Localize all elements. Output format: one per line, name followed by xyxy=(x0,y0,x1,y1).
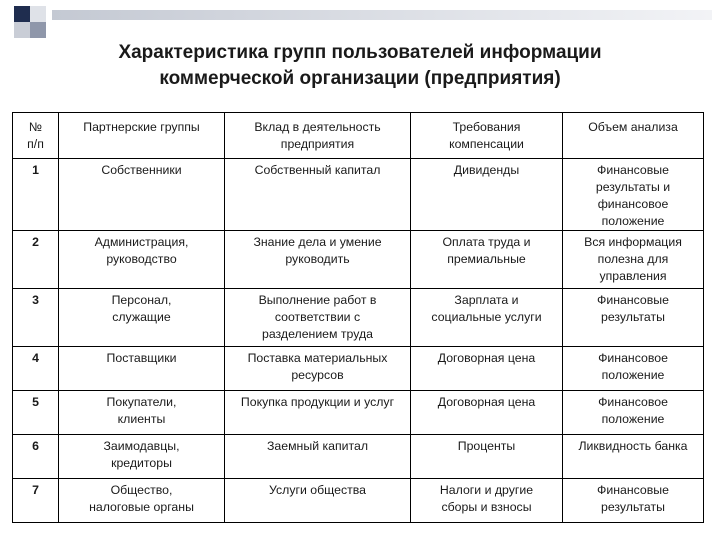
table-row xyxy=(13,435,704,479)
cell-analysis: Финансовое положение xyxy=(563,347,704,391)
cell-compensation: Договорная цена xyxy=(411,391,563,435)
user-groups-table xyxy=(12,112,704,523)
header-num: № п/п xyxy=(13,113,59,159)
decor-square-mid xyxy=(30,22,46,38)
decor-square-light xyxy=(14,22,30,38)
table-row xyxy=(13,231,704,289)
decor-top-bar xyxy=(52,10,712,20)
cell-compensation: Дивиденды xyxy=(411,159,563,231)
cell-group: Администрация, руководство xyxy=(59,231,225,289)
row-num: 5 xyxy=(13,391,59,435)
row-num: 3 xyxy=(13,289,59,347)
cell-compensation: Зарплата и социальные услуги xyxy=(411,289,563,347)
cell-analysis: Финансовые результаты и финансовое положение xyxy=(563,159,704,231)
header-compensation: Требования компенсации xyxy=(411,113,563,159)
table-row xyxy=(13,479,704,523)
cell-analysis: Вся информация полезна для управления xyxy=(563,231,704,289)
row-num: 2 xyxy=(13,231,59,289)
cell-analysis: Финансовые результаты xyxy=(563,289,704,347)
cell-contribution: Заемный капитал xyxy=(225,435,411,479)
cell-analysis: Ликвидность банка xyxy=(563,435,704,479)
cell-group: Общество, налоговые органы xyxy=(59,479,225,523)
header-contribution: Вклад в деятельность предприятия xyxy=(225,113,411,159)
cell-analysis: Финансовое положение xyxy=(563,391,704,435)
decor-square-dark xyxy=(14,6,30,22)
title-line-2: коммерческой организации (предприятия) xyxy=(159,68,561,89)
cell-contribution: Собственный капитал xyxy=(225,159,411,231)
cell-group: Собственники xyxy=(59,159,225,231)
header-group: Партнерские группы xyxy=(59,113,225,159)
header-analysis: Объем анализа xyxy=(563,113,704,159)
cell-group: Заимодавцы, кредиторы xyxy=(59,435,225,479)
table-row xyxy=(13,159,704,231)
table-row xyxy=(13,289,704,347)
table-row xyxy=(13,391,704,435)
cell-compensation: Договорная цена xyxy=(411,347,563,391)
cell-analysis: Финансовые результаты xyxy=(563,479,704,523)
decor-square-top xyxy=(30,6,46,22)
cell-contribution: Знание дела и умение руководить xyxy=(225,231,411,289)
table-header-row xyxy=(13,113,704,159)
row-num: 6 xyxy=(13,435,59,479)
row-num: 1 xyxy=(13,159,59,231)
page-title xyxy=(40,40,680,92)
table-row xyxy=(13,347,704,391)
row-num: 4 xyxy=(13,347,59,391)
cell-compensation: Налоги и другие сборы и взносы xyxy=(411,479,563,523)
cell-contribution: Выполнение работ в соответствии с разделением труда xyxy=(225,289,411,347)
row-num: 7 xyxy=(13,479,59,523)
title-line-1: Характеристика групп пользователей информации xyxy=(118,42,602,63)
cell-contribution: Услуги общества xyxy=(225,479,411,523)
cell-compensation: Проценты xyxy=(411,435,563,479)
cell-contribution: Покупка продукции и услуг xyxy=(225,391,411,435)
cell-group: Покупатели, клиенты xyxy=(59,391,225,435)
cell-group: Персонал, служащие xyxy=(59,289,225,347)
cell-group: Поставщики xyxy=(59,347,225,391)
cell-contribution: Поставка материальных ресурсов xyxy=(225,347,411,391)
cell-compensation: Оплата труда и премиальные xyxy=(411,231,563,289)
